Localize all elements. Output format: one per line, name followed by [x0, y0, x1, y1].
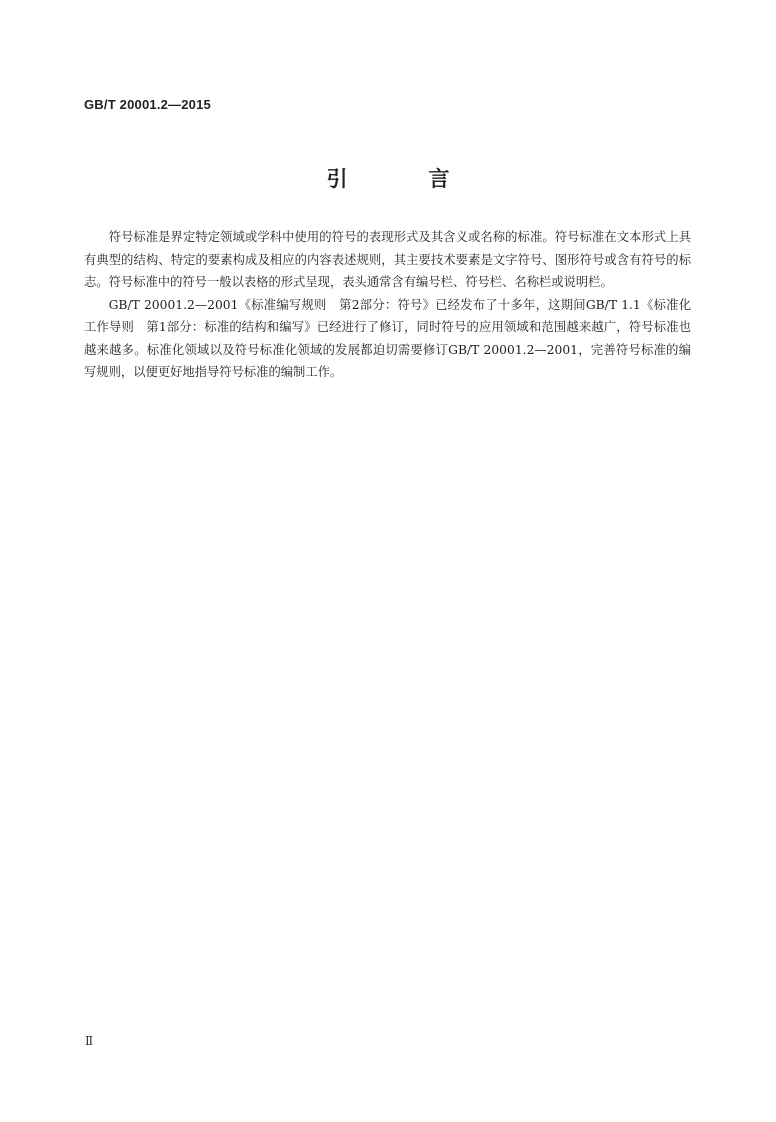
- paragraph-2: GB/T 20001.2—2001《标准编写规则 第2部分：符号》已经发布了十多年，这期间GB/T 1.1《标准化工作导则 第1部分：标准的结构和编写》已经进行了修订，同时符号的应用领域和范围越来越广，符号标准也越来越多。标准化领域以及符号标准化领域的发展都迫切需要修订GB/T 20001.2—2001，完善符号标准的编写规则，以便更好地指导符号标准的编制工作。: [84, 297, 691, 379]
- page-number: Ⅱ: [85, 1034, 94, 1048]
- body-text: [84, 226, 691, 384]
- paragraph-1: 符号标准是界定特定领域或学科中使用的符号的表现形式及其含义或名称的标准。符号标准在文本形式上具有典型的结构、特定的要素构成及相应的内容表述规则，其主要技术要素是文字符号、图形符号或含有符号的标志。符号标准中的符号一般以表格的形式呈现，表头通常含有编号栏、符号栏、名称栏或说明栏。: [84, 230, 691, 289]
- section-title: 引 言: [326, 167, 480, 191]
- standard-code: GB/T 20001.2—2015: [84, 97, 211, 112]
